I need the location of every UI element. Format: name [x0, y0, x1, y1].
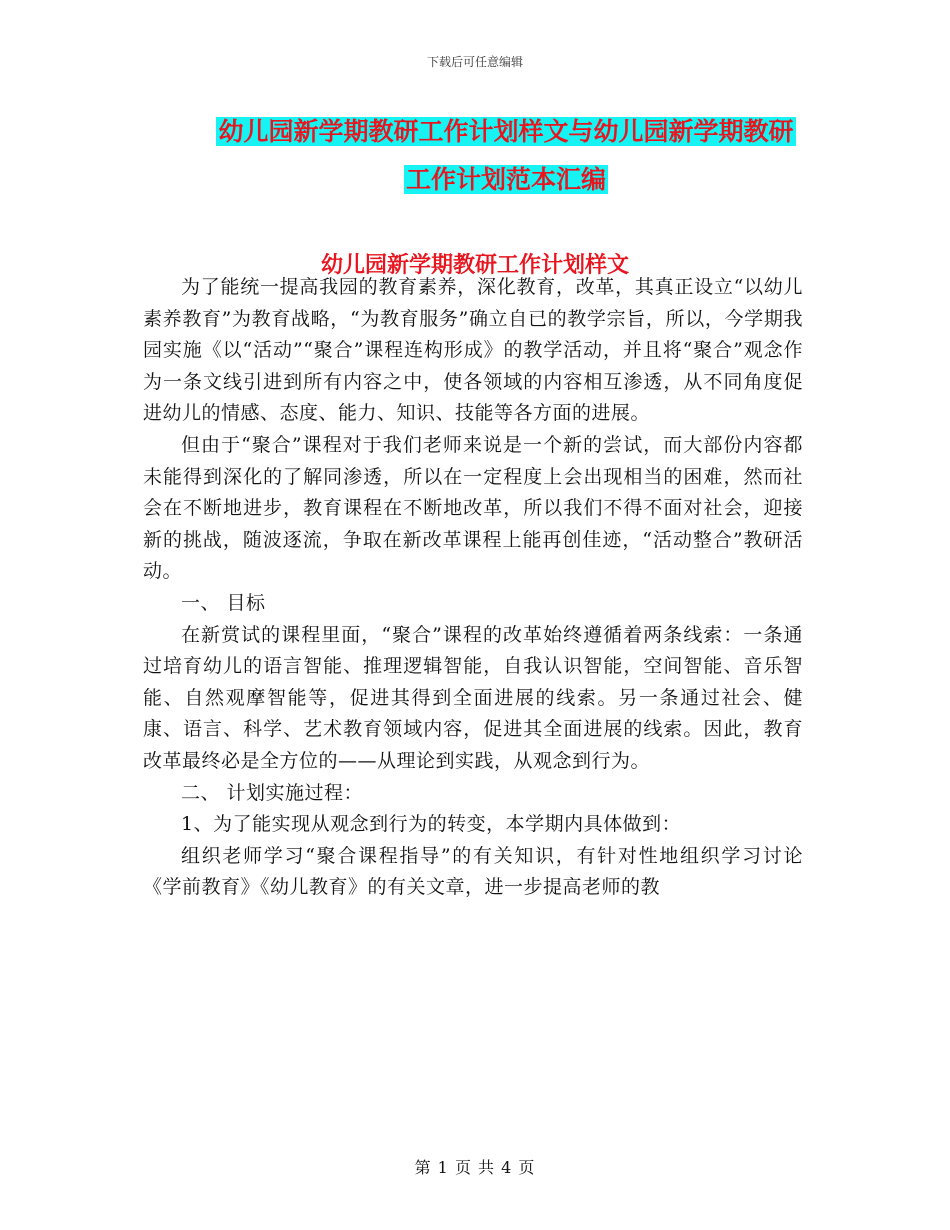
- heading-goals: 一、 目标: [181, 591, 266, 614]
- document-title: [196, 108, 816, 204]
- document-title-line-1: 幼儿园新学期教研工作计划样文与幼儿园新学期教研: [218, 117, 794, 146]
- document-title-line-2: 工作计划范本汇编: [405, 165, 606, 194]
- paragraph: 但由于“聚合”课程对于我们老师来说是一个新的尝试，而大部份内容都未能得到深化的了解同渗透，所以在一定程度上会出现相当的困难，然而社会在不断地进步，教育课程在不断地改革，所以我们不得不面对社会，迎接新的挑战，随波逐流，争取在新改革课程上能再创佳迹，“活动整合”教研活动。: [143, 433, 803, 583]
- paragraph: 1、为了能实现从观念到行为的转变，本学期内具体做到：: [181, 813, 682, 836]
- paragraph: 组织老师学习“聚合课程指导”的有关知识，有针对性地组织学习讨论《学前教育》《幼儿教育》的有关文章，进一步提高老师的教: [143, 844, 803, 899]
- paragraph: 为了能统一提高我园的教育素养，深化教育，改革，其真正设立“以幼儿素养教育”为教育战略，“为教育服务”确立自已的教学宗旨，所以，今学期我园实施《以“活动”“聚合”课程连构形成》的教学活动，并且将“聚合”观念作为一条文线引进到所有内容之中，使各领域的内容相互渗透，从不同角度促进幼儿的情感、态度、能力、知识、技能等各方面的进展。: [143, 276, 803, 425]
- section-title: 幼儿园新学期教研工作计划样文: [320, 253, 629, 278]
- page-footer: 第 1 页 共 4 页: [414, 1158, 536, 1177]
- heading-process: 二、 计划实施过程：: [181, 781, 364, 804]
- paragraph: 在新赏试的课程里面，“聚合”课程的改革始终遵循着两条线索：一条通过培育幼儿的语言智能、推理逻辑智能，自我认识智能，空间智能、音乐智能、自然观摩智能等，促进其得到全面进展的线索。另一条通过社会、健康、语言、科学、艺术教育领域内容，促进其全面进展的线索。因此，教育改革最终必是全方位的——从理论到实践，从观念到行为。: [143, 623, 803, 772]
- body-text: [143, 272, 803, 904]
- header-note: 下载后可任意编辑: [426, 55, 523, 69]
